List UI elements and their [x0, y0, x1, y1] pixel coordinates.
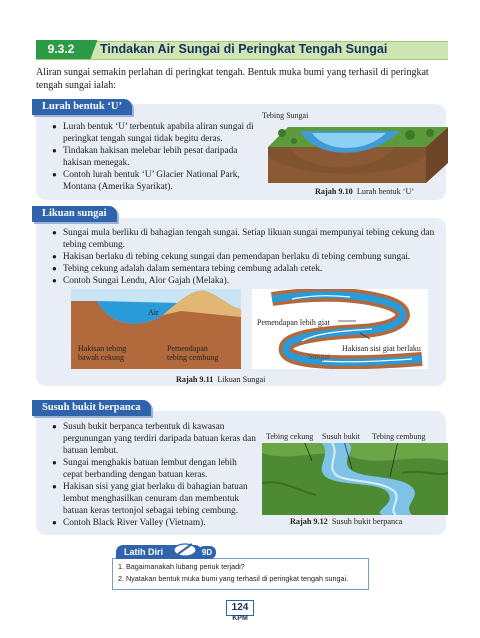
latih-diri-title: Latih Diri — [116, 545, 202, 559]
u-valley-illustration — [260, 121, 448, 187]
caption-number: Rajah 9.11 — [176, 375, 214, 384]
figure-caption-9-12 — [290, 517, 402, 526]
pemendapan-tebing-label: Pemendapan tebing cembung — [167, 344, 219, 362]
lurah-bullet: ● Contoh lurah bentuk ‘U’ Glacier National Park, Montana (Amerika Syarikat). — [52, 169, 257, 193]
figure-caption-9-10 — [315, 187, 414, 196]
likuan-title: Likuan sungai — [32, 206, 117, 222]
caption-number: Rajah 9.12 — [290, 517, 328, 526]
hakisan-sisi-label: Hakisan sisi giat berlaku — [342, 344, 421, 353]
caption-number: Rajah 9.10 — [315, 187, 353, 196]
susuh-bullet: ● Hakisan sisi yang giat berlaku di bahagian batuan lembut menghasilkan cenuram dan membentuk batuan keras tertonjol sebagai tebing cembung. — [52, 481, 257, 517]
pemendapan-giat-label: Pemendapan lebih giat — [257, 318, 330, 327]
question-2: 2. Nyatakan bentuk muka bumi yang terhasil di peringkat tengah sungai. — [118, 574, 349, 583]
pencil-icon — [172, 541, 198, 557]
lurah-bullet: ● Tindakan hakisan melebar lebih pesat daripada hakisan menegak. — [52, 145, 257, 169]
latih-diri-badge: 9D — [198, 546, 216, 559]
susuh-bukit-label: Susuh bukit — [322, 432, 361, 441]
likuan-bullet: ● Sungai mula berliku di bahagian tengah sungai. Setiap likuan sungai mempunyai tebing cekung dan tebing cembung. — [52, 227, 444, 251]
figure-caption-9-11 — [176, 375, 265, 384]
lurah-bullet: ● Lurah bentuk ‘U’ terbentuk apabila aliran sungai di peringkat tengah sungai tidak begitu deras. — [52, 121, 257, 145]
likuan-bullets — [52, 227, 444, 287]
question-1: 1. Bagaimanakah lubang periuk terjadi? — [118, 562, 245, 571]
likuan-bullet: ● Tebing cekung adalah dalam sementara tebing cembung adalah cetek. — [52, 263, 444, 275]
likuan-bullet: ● Hakisan berlaku di tebing cekung sungai dan pemendapan berlaku di tebing cembung sungai. — [52, 251, 444, 263]
susuh-bullets — [52, 421, 257, 529]
tebing-sungai-label: Tebing Sungai — [262, 111, 309, 120]
section-title: Tindakan Air Sungai di Peringkat Tengah Sungai — [100, 42, 388, 56]
caption-text: Likuan Sungai — [217, 375, 266, 384]
susuh-title: Susuh bukit berpanca — [32, 400, 151, 416]
intro-paragraph: Aliran sungai semakin perlahan di peringkat tengah. Bentuk muka bumi yang terhasil di peringkat tengah sungai ialah: — [36, 67, 429, 91]
publisher-logo-text: KPM — [232, 615, 248, 622]
section-number: 9.3.2 — [36, 40, 86, 59]
susuh-bullet: ● Sungai menghakis batuan lembut dengan lebih cepat berbanding dengan batuan keras. — [52, 457, 257, 481]
meander-plan-view — [252, 289, 428, 369]
sungai-label: Sungai — [308, 352, 331, 361]
tebing-cekung-label: Tebing cekung — [266, 432, 314, 441]
tebing-cembung-label: Tebing cembung — [372, 432, 426, 441]
caption-text: Susuh bukit berpanca — [331, 517, 403, 526]
lurah-title: Lurah bentuk ‘U’ — [32, 99, 132, 115]
page-number: 124 — [226, 600, 254, 616]
susuh-bullet: ● Susuh bukit berpanca terbentuk di kawasan pergunungan yang terdiri daripada batuan keras dan batuan lembut. — [52, 421, 257, 457]
hakisan-tebing-label: Hakisan tebing bawah cekung — [78, 344, 127, 362]
caption-text: Lurah bentuk ‘U’ — [356, 187, 415, 196]
air-label: Air — [148, 308, 159, 317]
likuan-bullet: ● Contoh Sungai Lendu, Alor Gajah (Melaka). — [52, 275, 444, 287]
interlocking-spurs-illustration — [262, 443, 448, 515]
lurah-bullets — [52, 121, 257, 193]
susuh-bullet: ● Contoh Black River Valley (Vietnam). — [52, 517, 257, 529]
